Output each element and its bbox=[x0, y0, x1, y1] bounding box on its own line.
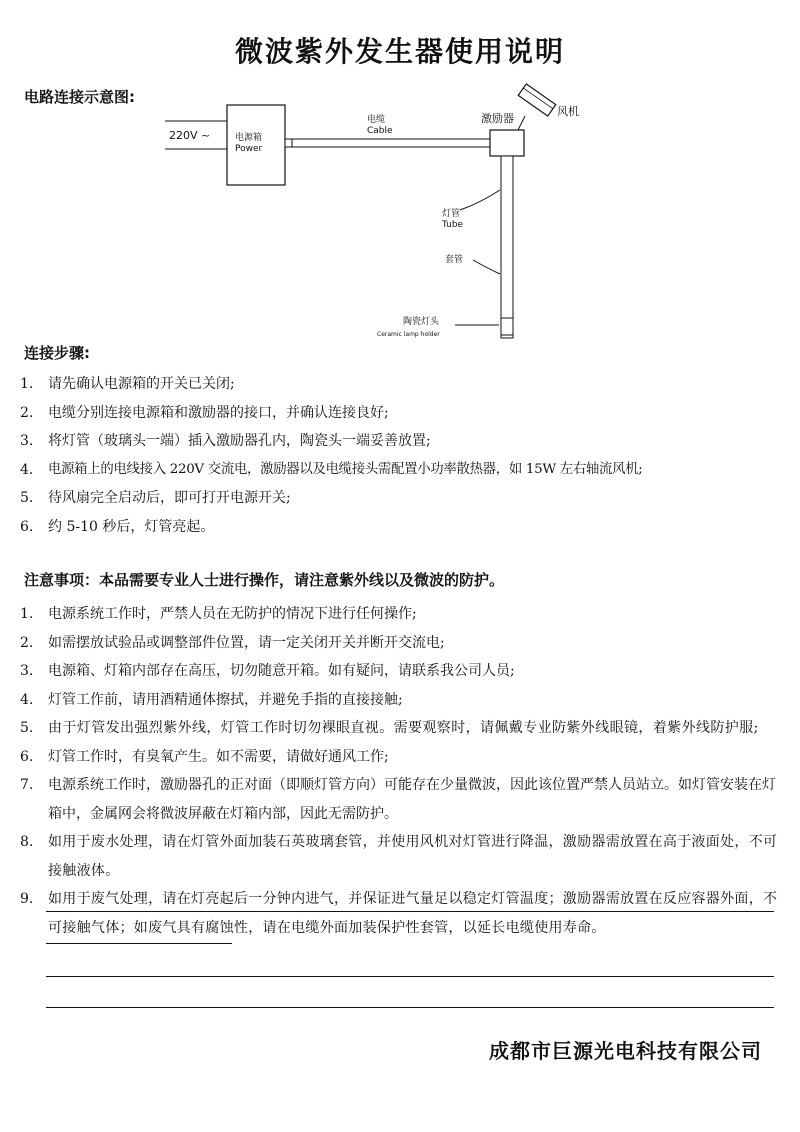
lamp-tube bbox=[501, 156, 513, 338]
item-number: 2. bbox=[20, 634, 34, 651]
power-box-label-cn: 电源箱 bbox=[235, 133, 263, 143]
diagram-heading: 电路连接示意图: bbox=[24, 88, 135, 106]
list-item bbox=[20, 828, 780, 885]
item-text: 电源箱上的电线接入 220V 交流电，激励器以及电缆接头需配置小功率散热器，如 15W 左右轴流风机; bbox=[48, 461, 643, 477]
list-item bbox=[20, 686, 780, 715]
steps-list bbox=[20, 370, 780, 541]
item-text: 电源箱、灯箱内部存在高压，切勿随意开箱。如有疑问，请联系我公司人员; bbox=[48, 663, 515, 679]
list-item bbox=[20, 885, 780, 942]
power-box-label-en: Power bbox=[235, 144, 263, 154]
underline-rule bbox=[46, 911, 774, 912]
cable-label-en: Cable bbox=[367, 126, 393, 136]
list-item bbox=[20, 600, 780, 629]
list-item bbox=[20, 484, 780, 513]
item-number: 2. bbox=[20, 404, 34, 421]
item-text: 电源系统工作时，激励器孔的正对面（即顺灯管方向）可能存在少量微波，因此该位置严禁人员站立。如灯管安装在灯箱中，金属网会将微波屏蔽在灯箱内部，因此无需防护。 bbox=[48, 777, 776, 822]
notes-heading: 注意事项：本品需要专业人士进行操作，请注意紫外线以及微波的防护。 bbox=[24, 571, 505, 589]
item-text: 将灯管（玻璃头一端）插入激励器孔内，陶瓷头一端妥善放置; bbox=[48, 433, 431, 449]
item-number: 3. bbox=[20, 663, 34, 679]
item-number: 3. bbox=[20, 433, 34, 449]
list-item bbox=[20, 456, 780, 485]
item-number: 6. bbox=[20, 748, 34, 765]
circuit-diagram bbox=[155, 78, 615, 343]
tube-label-cn: 灯管 bbox=[442, 209, 461, 219]
item-number: 5. bbox=[20, 720, 34, 736]
underline-rule bbox=[46, 943, 232, 944]
underline-rule bbox=[46, 1007, 774, 1008]
sleeve-label: 套管 bbox=[445, 255, 464, 265]
item-text: 约 5-10 秒后，灯管亮起。 bbox=[48, 518, 215, 535]
list-item bbox=[20, 743, 780, 772]
item-text: 如用于废气处理，请在灯亮起后一分钟内进气，并保证进气量足以稳定灯管温度；激励器需放置在反应容器外面，不可接触气体；如废气具有腐蚀性，请在电缆外面加装保护性套管，以延长电缆使用寿命。 bbox=[48, 891, 778, 936]
item-text: 灯管工作时，有臭氧产生。如不需要，请做好通风工作; bbox=[48, 748, 389, 765]
item-number: 1. bbox=[20, 376, 34, 392]
exciter-box bbox=[490, 130, 524, 156]
company-name: 成都市巨源光电科技有限公司 bbox=[489, 1039, 762, 1063]
cable-label-cn: 电缆 bbox=[367, 115, 386, 125]
item-text: 如需摆放试验品或调整部件位置，请一定关闭开关并断开交流电; bbox=[48, 634, 445, 651]
exciter-label: 激励器 bbox=[481, 112, 514, 125]
item-number: 6. bbox=[20, 518, 34, 535]
item-text: 待风扇完全启动后，即可打开电源开关; bbox=[48, 490, 291, 506]
list-item bbox=[20, 657, 780, 686]
holder-label-cn: 陶瓷灯头 bbox=[403, 317, 440, 327]
notes-list bbox=[20, 600, 780, 942]
fan-label: 风机 bbox=[557, 105, 579, 118]
tube-pointer bbox=[460, 190, 500, 210]
item-text: 请先确认电源箱的开关已关闭; bbox=[48, 376, 235, 392]
list-item bbox=[20, 714, 780, 743]
tube-label-en: Tube bbox=[442, 220, 464, 230]
item-text: 电源系统工作时，严禁人员在无防护的情况下进行任何操作; bbox=[48, 606, 417, 622]
list-item bbox=[20, 370, 780, 399]
item-number: 4. bbox=[20, 691, 34, 708]
item-text: 灯管工作前，请用酒精通体擦拭，并避免手指的直接接触; bbox=[48, 691, 403, 708]
list-item bbox=[20, 399, 780, 428]
item-number: 7. bbox=[20, 777, 34, 793]
item-number: 8. bbox=[20, 834, 34, 850]
sleeve-pointer bbox=[473, 260, 500, 274]
ceramic-holder bbox=[501, 318, 513, 335]
list-item bbox=[20, 513, 780, 542]
steps-heading: 连接步骤: bbox=[24, 344, 90, 362]
item-number: 9. bbox=[20, 891, 34, 907]
list-item bbox=[20, 629, 780, 658]
item-text: 电缆分别连接电源箱和激励器的接口，并确认连接良好; bbox=[48, 404, 389, 421]
underline-rule bbox=[46, 976, 774, 977]
fan-shape bbox=[518, 84, 556, 116]
holder-label-en: Ceramic lamp holder bbox=[377, 331, 440, 338]
cable bbox=[285, 139, 490, 147]
page-title: 微波紫外发生器使用说明 bbox=[234, 35, 565, 68]
list-item bbox=[20, 427, 780, 456]
list-item bbox=[20, 771, 780, 828]
item-number: 1. bbox=[20, 606, 34, 622]
item-text: 如用于废水处理，请在灯管外面加装石英玻璃套管，并使用风机对灯管进行降温，激励器需放置在高于液面处，不可接触液体。 bbox=[48, 834, 778, 879]
item-number: 4. bbox=[20, 461, 34, 478]
item-number: 5. bbox=[20, 490, 34, 506]
ac-input-label: 220V ~ bbox=[169, 129, 211, 142]
item-text: 由于灯管发出强烈紫外线，灯管工作时切勿裸眼直视。需要观察时，请佩戴专业防紫外线眼镜，着紫外线防护服; bbox=[48, 720, 759, 736]
